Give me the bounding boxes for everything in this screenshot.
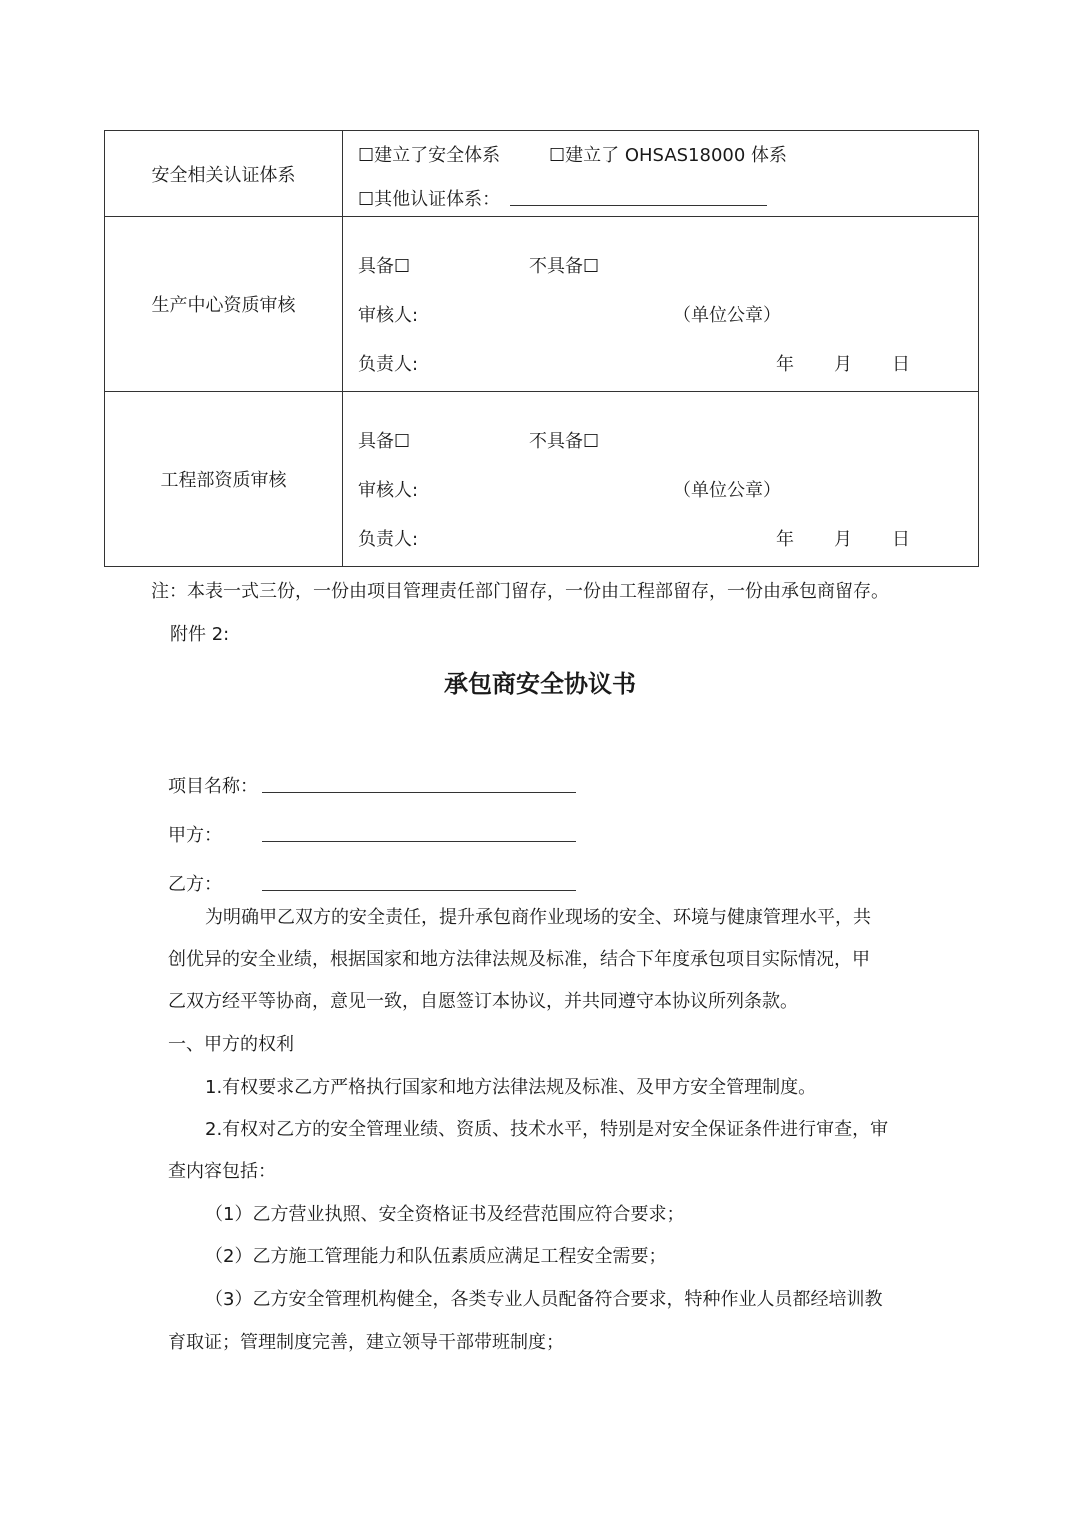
month-label: 月 [834,354,852,375]
section-heading-party-a-rights: 一、甲方的权利 [168,1034,294,1055]
party-b-blank[interactable] [262,868,576,891]
year-label: 年 [776,529,794,550]
party-a-blank[interactable] [262,819,576,842]
project-name-label: 项目名称： [168,776,258,797]
reviewer-label: 审核人: [358,305,419,326]
attachment-label: 附件 2: [170,624,230,645]
project-name-blank[interactable] [262,770,576,793]
intro-line-1: 为明确甲乙双方的安全责任，提升承包商作业现场的安全、环境与健康管理水平，共 [205,907,871,928]
review-item-1: （1）乙方营业执照、安全资格证书及经营范围应符合要求； [205,1204,685,1225]
responsible-label: 负责人: [358,529,419,550]
review-item-3-line-2: 育取证；管理制度完善，建立领导干部带班制度； [168,1332,564,1353]
checkbox-not-has[interactable]: 不具备☐ [529,256,600,277]
row-label-certification: 安全相关认证体系 [105,131,343,217]
table-note: 注：本表一式三份，一份由项目管理责任部门留存，一份由工程部留存，一份由承包商留存。 [151,581,889,602]
checkbox-has[interactable]: 具备☐ [358,431,411,452]
intro-line-3: 乙双方经平等协商，意见一致，自愿签订本协议，并共同遵守本协议所列条款。 [168,991,798,1012]
review-item-2: （2）乙方施工管理能力和队伍素质应满足工程安全需要； [205,1246,667,1267]
unit-seal-label: （单位公章） [673,305,781,326]
engineering-review-cell [343,392,979,567]
rights-item-2-line-1: 2.有权对乙方的安全管理业绩、资质、技术水平，特别是对安全保证条件进行审查，审 [205,1119,889,1140]
page-title: 承包商安全协议书 [444,670,636,698]
checkbox-not-has[interactable]: 不具备☐ [529,431,600,452]
table-row [105,392,979,567]
rights-item-1: 1.有权要求乙方严格执行国家和地方法律法规及标准、及甲方安全管理制度。 [205,1077,817,1098]
unit-seal-label: （单位公章） [673,480,781,501]
checkbox-safety-system[interactable]: ☐建立了安全体系 [358,145,501,166]
other-system-blank[interactable] [510,183,767,206]
checkbox-ohsas[interactable]: ☐建立了 OHSAS18000 体系 [549,145,788,166]
review-item-3-line-1: （3）乙方安全管理机构健全，各类专业人员配备符合要求，特种作业人员都经培训教 [205,1289,883,1310]
responsible-label: 负责人: [358,354,419,375]
certification-options-cell [343,131,979,217]
intro-line-2: 创优异的安全业绩，根据国家和地方法律法规及标准，结合下年度承包项目实际情况，甲 [168,949,870,970]
row-label-production-review: 生产中心资质审核 [105,217,343,392]
reviewer-label: 审核人: [358,480,419,501]
checkbox-has[interactable]: 具备☐ [358,256,411,277]
row-label-engineering-review: 工程部资质审核 [105,392,343,567]
day-label: 日 [892,354,910,375]
party-b-label: 乙方： [168,874,222,895]
table-row [105,131,979,217]
party-a-label: 甲方： [168,825,222,846]
day-label: 日 [892,529,910,550]
qualification-table [104,130,979,567]
rights-item-2-line-2: 查内容包括： [168,1161,276,1182]
month-label: 月 [834,529,852,550]
table-row [105,217,979,392]
checkbox-other-system[interactable]: ☐其他认证体系： [358,189,501,210]
production-review-cell [343,217,979,392]
year-label: 年 [776,354,794,375]
